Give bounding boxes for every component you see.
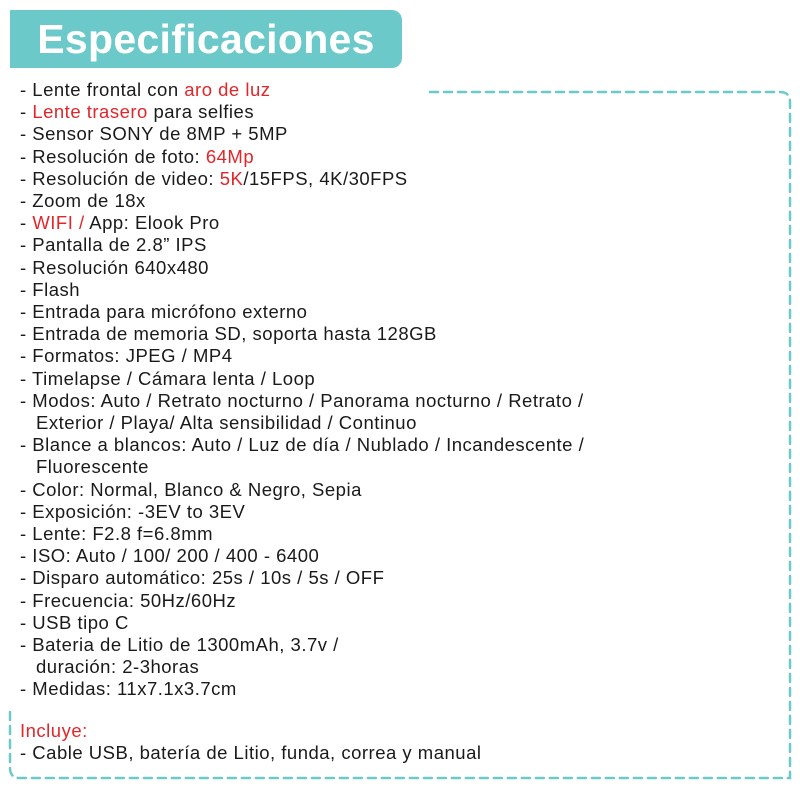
spec-item: - Timelapse / Cámara lenta / Loop [20,367,316,389]
spec-item: - Flash [20,278,81,300]
spec-item: - Resolución 640x480 [20,256,209,278]
spec-item: - USB tipo C [20,611,129,633]
spec-item: - Blance a blancos: Auto / Luz de día / Nublado / Incandescente / [20,434,585,456]
spec-list [20,79,790,701]
spec-item: - Zoom de 18x [20,190,146,212]
includes-items: - Cable USB, batería de Litio, funda, correa y manual [20,742,482,764]
title-banner [10,10,402,68]
spec-item: - Bateria de Litio de 1300mAh, 3.7v / [20,634,339,656]
spec-item: - Exposición: -3EV to 3EV [20,500,246,522]
spec-item: - Lente: F2.8 f=6.8mm [20,523,214,545]
spec-item: - Lente trasero para selfies [20,101,255,123]
spec-item: - Lente frontal con aro de luz [20,79,271,100]
spec-item-continuation: duración: 2-3horas [36,656,200,678]
spec-item-continuation: Fluorescente [36,456,149,478]
highlight-text: 64Mp [205,145,255,167]
highlight-text: 5K [219,167,244,189]
spec-item: - WIFI / App: Elook Pro [20,212,220,234]
spec-item: - Entrada de memoria SD, soporta hasta 128GB [20,323,437,345]
spec-item: - ISO: Auto / 100/ 200 / 400 - 6400 [20,545,320,567]
spec-item-continuation: Exterior / Playa/ Alta sensibilidad / Continuo [36,412,417,434]
spec-item: - Medidas: 11x7.1x3.7cm [20,678,237,700]
highlight-text: Lente trasero [32,101,148,123]
spec-item: - Resolución de foto: 64Mp [20,145,255,167]
spec-item: - Modos: Auto / Retrato nocturno / Panorama nocturno / Retrato / [20,389,584,411]
spec-item: - Sensor SONY de 8MP + 5MP [20,123,288,145]
spec-item: - Resolución de video: 5K/15FPS, 4K/30FPS [20,167,408,189]
spec-item: - Pantalla de 2.8” IPS [20,234,207,256]
spec-item: - Color: Normal, Blanco & Negro, Sepia [20,478,362,500]
spec-item: - Entrada para micrófono externo [20,301,308,323]
spec-item: - Formatos: JPEG / MP4 [20,345,233,367]
spec-item: - Disparo automático: 25s / 10s / 5s / OFF [20,567,385,589]
page-title: Especificaciones [37,15,375,62]
includes-section [20,720,790,764]
highlight-text: WIFI / [32,212,85,234]
includes-heading: Incluye: [20,720,88,741]
spec-item: - Frecuencia: 50Hz/60Hz [20,589,237,611]
highlight-text: aro de luz [184,79,271,100]
